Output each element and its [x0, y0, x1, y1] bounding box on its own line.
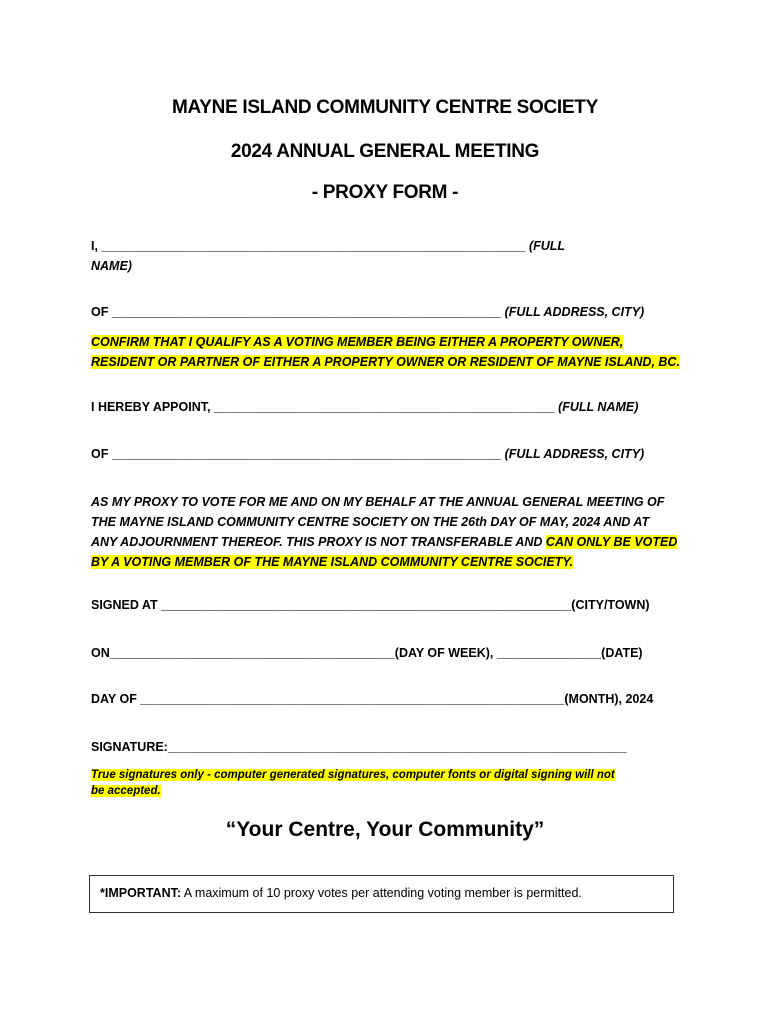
appointee-name-field[interactable]	[91, 398, 638, 417]
address-line-2[interactable]: OF ________________________________________________________	[91, 447, 502, 461]
meeting-title: 2024 ANNUAL GENERAL MEETING	[230, 141, 540, 162]
proxy-line-3-highlight: CAN ONLY BE VOTED	[545, 535, 678, 549]
signed-at-field[interactable]: SIGNED AT ___________________________________________________________(CITY/TOWN)	[91, 598, 650, 612]
proxy-line-2: THE MAYNE ISLAND COMMUNITY CENTRE SOCIETY ON THE 26th DAY OF MAY, 2024 AND AT	[91, 515, 650, 529]
month-field[interactable]: DAY OF _____________________________________________________________(MONTH), 2024	[91, 692, 654, 706]
address-line-1[interactable]: OF ________________________________________________________	[91, 305, 502, 319]
important-text: A maximum of 10 proxy votes per attending voting member is permitted.	[181, 886, 582, 900]
full-name-label-continued: NAME)	[91, 259, 132, 273]
address-field-2[interactable]	[91, 445, 644, 464]
confirm-statement	[91, 332, 691, 372]
confirm-line-1: CONFIRM THAT I QUALIFY AS A VOTING MEMBER BEING EITHER A PROPERTY OWNER,	[91, 335, 624, 349]
address-label-2: (FULL ADDRESS, CITY)	[501, 447, 645, 461]
address-field-1[interactable]	[91, 303, 644, 322]
full-name-line[interactable]: I, _____________________________________________________________	[91, 239, 526, 253]
signature-note	[91, 767, 681, 799]
proxy-line-3: ANY ADJOURNMENT THEREOF. THIS PROXY IS NOT TRANSFERABLE AND	[91, 535, 546, 549]
signature-field[interactable]: SIGNATURE:__________________________________________________________________	[91, 740, 627, 754]
form-title: - PROXY FORM -	[311, 182, 459, 203]
full-name-label: (FULL	[525, 239, 566, 253]
appointee-name-label: (FULL NAME)	[554, 400, 639, 414]
important-label: *IMPORTANT:	[100, 886, 182, 900]
address-label-1: (FULL ADDRESS, CITY)	[501, 305, 645, 319]
proxy-line-1: AS MY PROXY TO VOTE FOR ME AND ON MY BEHALF AT THE ANNUAL GENERAL MEETING OF	[91, 495, 665, 509]
full-name-field[interactable]	[91, 237, 565, 256]
signature-note-line-1: True signatures only - computer generated signatures, computer fonts or digital signing will not	[91, 769, 615, 781]
organization-title: MAYNE ISLAND COMMUNITY CENTRE SOCIETY	[172, 97, 598, 118]
slogan: “Your Centre, Your Community”	[225, 818, 545, 841]
proxy-statement	[91, 492, 691, 572]
important-notice-box	[89, 875, 674, 913]
appointee-name-line[interactable]: I HEREBY APPOINT, _________________________________________________	[91, 400, 555, 414]
proxy-line-4-highlight: BY A VOTING MEMBER OF THE MAYNE ISLAND COMMUNITY CENTRE SOCIETY.	[91, 555, 573, 569]
confirm-line-2: RESIDENT OR PARTNER OF EITHER A PROPERTY OWNER OR RESIDENT OF MAYNE ISLAND, BC.	[91, 355, 680, 369]
signature-note-line-2: be accepted.	[91, 785, 161, 797]
date-field[interactable]: ON_________________________________________(DAY OF WEEK), _______________(DATE)	[91, 646, 643, 660]
